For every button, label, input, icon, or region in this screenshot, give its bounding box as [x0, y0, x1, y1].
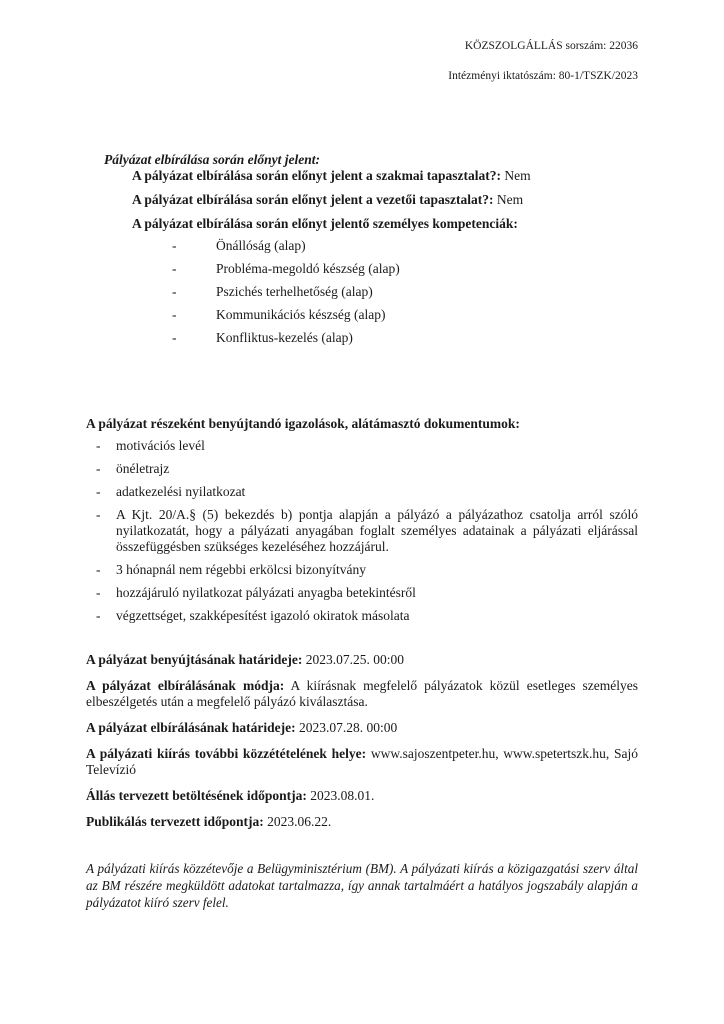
document-text: adatkezelési nyilatkozat [116, 484, 246, 499]
evaluation-deadline-label: A pályázat elbírálásának határideje: [86, 720, 296, 735]
list-item [172, 330, 664, 353]
list-item [172, 284, 664, 307]
publication-place [86, 746, 638, 778]
header-sequence-number: KÖZSZOLGÁLLÁS sorszám: 22036 [464, 40, 638, 52]
competency-text: Konfliktus-kezelés (alap) [216, 330, 353, 345]
competency-text: Kommunikációs készség (alap) [216, 307, 386, 322]
list-item [86, 461, 638, 477]
dash-bullet: - [96, 608, 101, 623]
publication-place-label: A pályázati kiírás további közzétételének helye: [86, 746, 367, 761]
competency-text: Önállóság (alap) [216, 238, 306, 253]
submission-deadline [86, 652, 638, 668]
dash-bullet: - [96, 484, 101, 499]
submission-deadline-label: A pályázat benyújtásának határideje: [86, 652, 303, 667]
planned-publish-date-label: Publikálás tervezett időpontja: [86, 814, 264, 829]
document-text: önéletrajz [116, 461, 170, 476]
document-text: 3 hónapnál nem régebbi erkölcsi bizonyítvány [116, 562, 367, 577]
leadership-experience-row [104, 192, 664, 208]
competency-text: Pszichés terhelhetőség (alap) [216, 284, 373, 299]
evaluation-deadline [86, 720, 638, 736]
evaluation-method-value: A kiírásnak megfelelő pályázatok közül esetleges személyes elbeszélgetés után a megfelelő pályázó kiválasztása. [86, 678, 639, 709]
advantages-title: Pályázat elbírálása során előnyt jelent: [104, 152, 320, 167]
list-item [86, 562, 638, 578]
list-item [86, 585, 638, 601]
list-item [86, 484, 638, 500]
document-text: végzettséget, szakképesítést igazoló okiratok másolata [116, 608, 410, 623]
dash-bullet: - [172, 284, 177, 299]
advantages-section [104, 152, 664, 353]
list-item [86, 438, 638, 454]
dash-bullet: - [96, 585, 101, 600]
professional-experience-value: Nem [500, 168, 531, 183]
application-details [86, 652, 638, 840]
competencies-label: A pályázat elbírálása során előnyt jelentő személyes kompetenciák: [132, 216, 518, 231]
competencies-list [172, 238, 664, 353]
document-text: hozzájáruló nyilatkozat pályázati anyagba betekintésről [116, 585, 416, 600]
dash-bullet: - [172, 261, 177, 276]
leadership-experience-label: A pályázat elbírálása során előnyt jelent a vezetői tapasztalat?: [132, 192, 494, 207]
document-text: motivációs levél [116, 438, 205, 453]
documents-section [86, 416, 638, 631]
list-item [172, 307, 664, 330]
planned-start-date-value: 2023.08.01. [306, 788, 375, 803]
header-registry-number: Intézményi iktatószám: 80-1/TSZK/2023 [448, 70, 638, 82]
professional-experience-row [104, 168, 664, 184]
documents-list [86, 438, 638, 624]
submission-deadline-value: 2023.07.25. 00:00 [302, 652, 405, 667]
publisher-disclaimer: A pályázati kiírás közzétevője a Belügyminisztérium (BM). A pályázati kiírás a közigazgatási szerv által az BM részére megküldött adatokat tartalmazza, így annak tartalmáért a hatályos jogszabály alapján a pályázatot kiíró szerv felel. [86, 861, 638, 910]
dash-bullet: - [96, 461, 101, 476]
publication-place-value: www.sajoszentpeter.hu, www.spetertszk.hu, Sajó Televízió [86, 746, 639, 777]
planned-publish-date-value: 2023.06.22. [263, 814, 332, 829]
dash-bullet: - [96, 562, 101, 577]
evaluation-method [86, 678, 638, 710]
professional-experience-label: A pályázat elbírálása során előnyt jelent a szakmai tapasztalat?: [132, 168, 501, 183]
documents-title: A pályázat részeként benyújtandó igazolások, alátámasztó dokumentumok: [86, 416, 520, 431]
competency-text: Probléma-megoldó készség (alap) [216, 261, 400, 276]
list-item [172, 238, 664, 261]
evaluation-method-label: A pályázat elbírálásának módja: [86, 678, 285, 693]
planned-start-date [86, 788, 638, 804]
dash-bullet: - [96, 507, 101, 522]
dash-bullet: - [172, 330, 177, 345]
list-item [86, 507, 638, 555]
leadership-experience-value: Nem [493, 192, 524, 207]
list-item [86, 608, 638, 624]
dash-bullet: - [96, 438, 101, 453]
dash-bullet: - [172, 238, 177, 253]
evaluation-deadline-value: 2023.07.28. 00:00 [295, 720, 398, 735]
competencies-row [104, 216, 664, 232]
list-item [172, 261, 664, 284]
planned-publish-date [86, 814, 638, 830]
planned-start-date-label: Állás tervezett betöltésének időpontja: [86, 788, 307, 803]
dash-bullet: - [172, 307, 177, 322]
document-text: A Kjt. 20/A.§ (5) bekezdés b) pontja alapján a pályázó a pályázathoz csatolja arról szóló nyilatkozatát, hogy a pályázati anyagában foglalt személyes adatainak a pályázati eljárással összefüggésben szükséges kezeléséhez hozzájárul. [116, 507, 638, 554]
